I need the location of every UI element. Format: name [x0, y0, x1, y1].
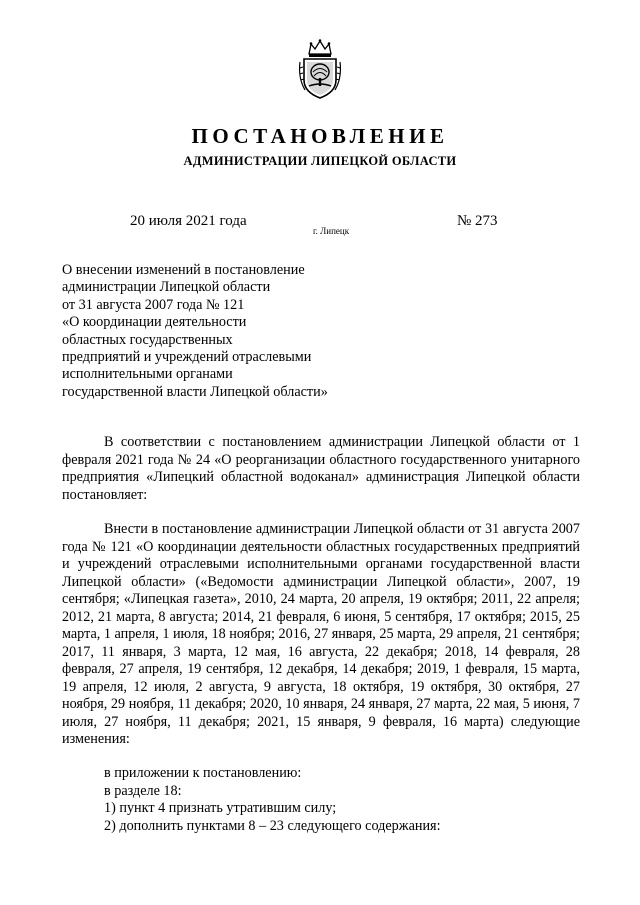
subject-line: администрации Липецкой области [62, 279, 271, 296]
document-city: г. Липецк [313, 226, 350, 236]
subject-line: исполнительными органами [62, 366, 233, 383]
subject-line: областных государственных [62, 331, 233, 348]
document-number: № 273 [457, 213, 498, 229]
list-item: в приложении к постановлению: [104, 765, 302, 781]
body-paragraph: В соответствии с постановлением администрации Липецкой области от 1 февраля 2021 года № 24 «О реорганизации областного государственного унитарного предприятия «Липецкий областной водоканал» администрация Липецкой области постановляет: [62, 434, 580, 503]
subject-line: от 31 августа 2007 года № 121 [62, 296, 245, 313]
list-item: 2) дополнить пунктами 8 – 23 следующего содержания: [104, 817, 441, 834]
document-date: 20 июля 2021 года [130, 213, 247, 229]
document-subject [62, 262, 328, 401]
list-item: 1) пункт 4 признать утратившим силу; [104, 800, 337, 816]
subject-line: «О координации деятельности [62, 314, 247, 331]
subject-line: предприятий и учреждений отраслевыми [62, 349, 312, 366]
list-item: в разделе 18: [104, 782, 182, 799]
coat-of-arms-icon [297, 38, 343, 100]
subject-line: О внесении изменений в постановление [62, 262, 305, 278]
page-subtitle: АДМИНИСТРАЦИИ ЛИПЕЦКОЙ ОБЛАСТИ [183, 154, 457, 168]
amendment-list [104, 765, 441, 835]
body-paragraph: Внести в постановление администрации Липецкой области от 31 августа 2007 года № 121 «О координации деятельности областных государственных предприятий и учреждений отраслевыми исполнительными органами государственной власти Липецкой области» («Ведомости администрации Липецкой области», 2007, 19 сентября; «Липецкая газета», 2010, 24 марта, 20 апреля, 19 октября; 2011, 22 апреля; 2012, 21 марта, 8 августа; 2014, 21 февраля, 6 июня, 5 сентября, 17 октября; 2015, 25 марта, 1 апреля, 1 июля, 18 ноября; 2016, 27 января, 25 марта, 29 апреля, 21 сентября; 2017, 11 января, 3 марта, 12 мая, 16 августа, 22 декабря; 2018, 14 февраля, 28 февраля, 27 апреля, 19 сентября, 12 декабря, 14 декабря; 2019, 1 февраля, 15 марта, 19 апреля, 12 июля, 2 августа, 9 августа, 18 октября, 19 октября, 30 октября, 27 ноября, 29 ноября, 11 декабря; 2020, 10 января, 24 января, 27 марта, 22 мая, 5 июня, 7 июля, 27 ноября, 11 декабря; 2021, 15 января, 9 февраля, 16 марта) следующие изменения: [62, 521, 580, 747]
page-title: ПОСТАНОВЛЕНИЕ [191, 124, 449, 148]
subject-line: государственной власти Липецкой области» [62, 383, 328, 400]
